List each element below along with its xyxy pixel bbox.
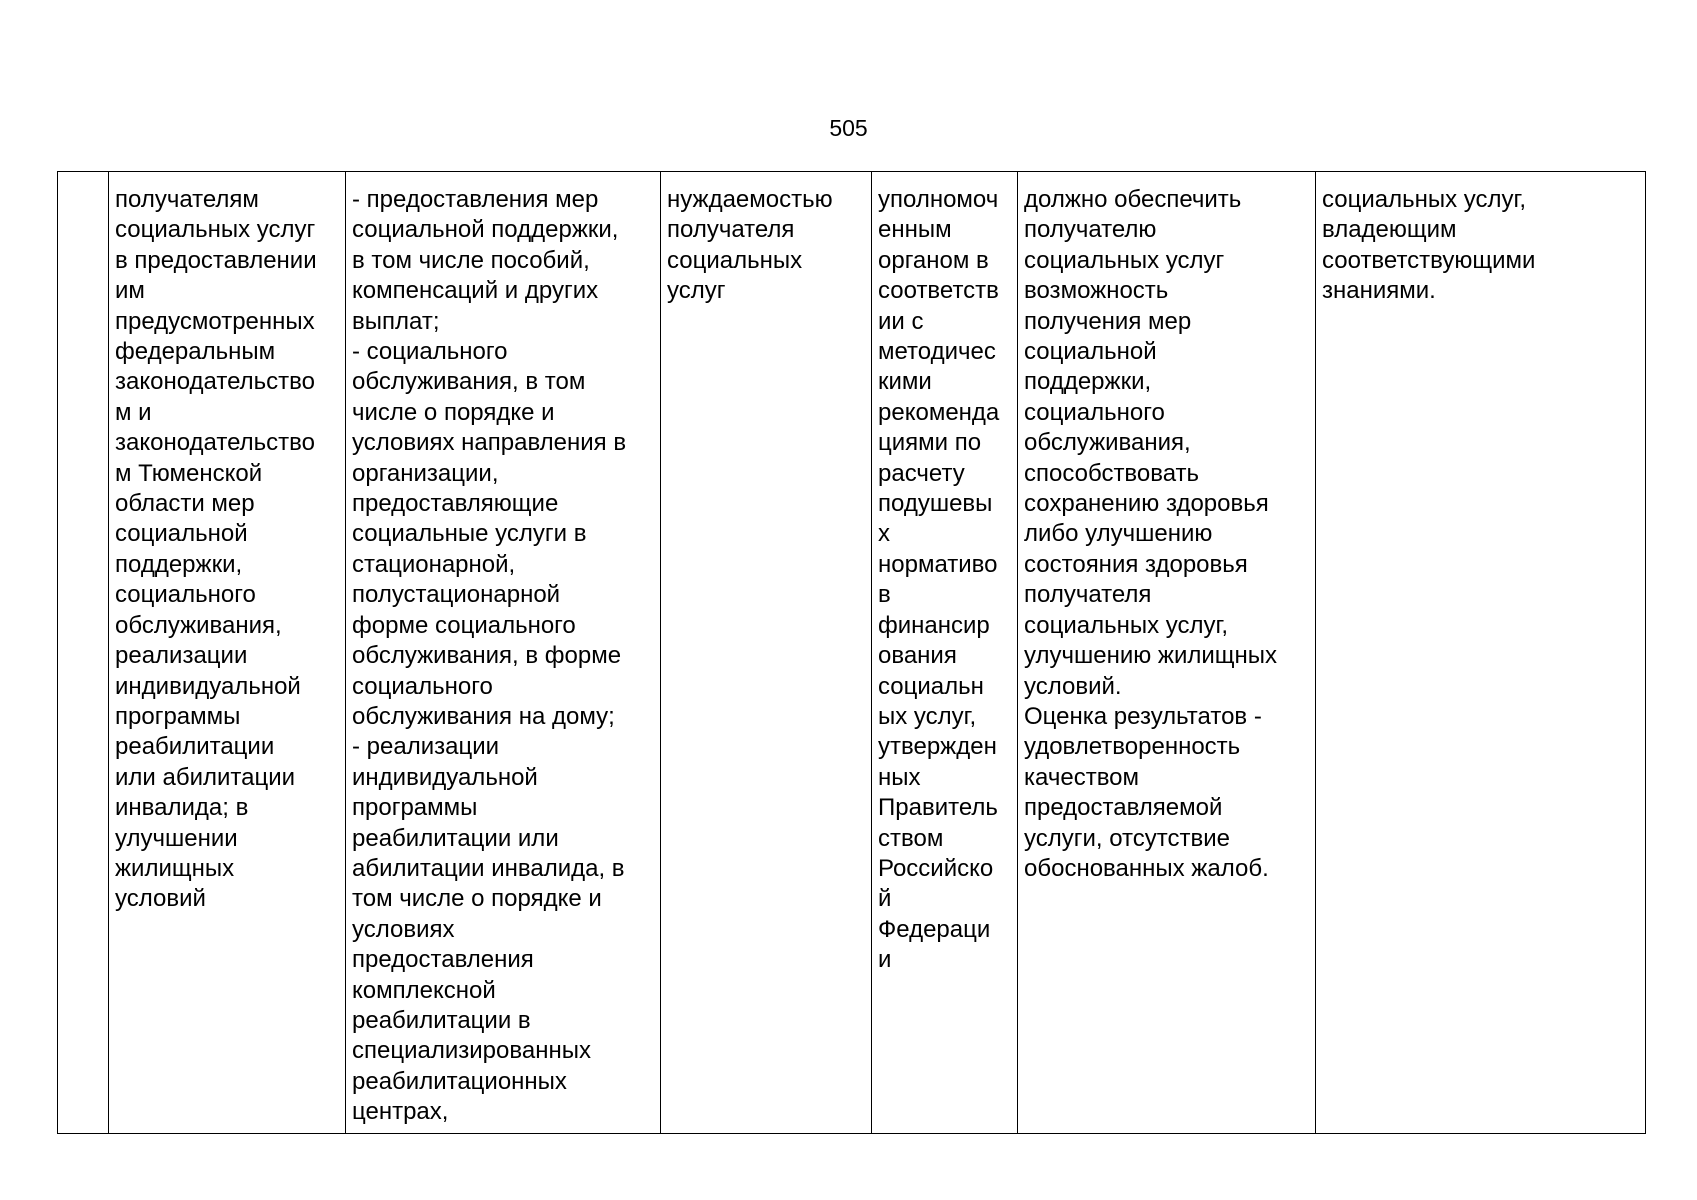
table-row — [58, 172, 1646, 1134]
per-capita-norm-cell: уполномоч енным органом в соответств ии с методичес кими рекоменда циями по расчету подушевы х нормативо в финансир ования социальн ых услуг, утвержден ных Правитель ством Российско й Федераци и — [872, 172, 1018, 1134]
quality-indicators-cell: должно обеспечить получателю социальных услуг возможность получения мер социальной поддержки, социального обслуживания, способствовать сохранению здоровья либо улучшению состояния здоровья получателя социальных услуг, улучшению жилищных условий. Оценка результатов - удовлетворенность качеством предоставляемой услуги, отсутствие обоснованных жалоб. — [1018, 172, 1316, 1134]
page-number: 505 — [829, 115, 868, 141]
service-conditions-cell: социальных услуг, владеющим соответствующими знаниями. — [1316, 172, 1646, 1134]
row-number-cell — [58, 172, 109, 1134]
service-content-cell: - предоставления мер социальной поддержки, в том числе пособий, компенсаций и других выплат; - социального обслуживания, в том числе о порядке и условиях направления в организации, предоставляющие социальные услуги в стационарной, полустационарной форме социального обслуживания, в форме социального обслуживания на дому; - реализации индивидуальной программы реабилитации или абилитации инвалида, в том числе о порядке и условиях предоставления комплексной реабилитации в специализированных реабилитационных центрах, — [346, 172, 661, 1134]
services-table — [57, 171, 1646, 1134]
assistance-description-cell: получателям социальных услуг в предоставлении им предусмотренных федеральным законодательство м и законодательство м Тюменской области мер социальной поддержки, социального обслуживания, реализации индивидуальной программы реабилитации или абилитации инвалида; в улучшении жилищных условий — [109, 172, 346, 1134]
service-term-cell: нуждаемостью получателя социальных услуг — [661, 172, 872, 1134]
